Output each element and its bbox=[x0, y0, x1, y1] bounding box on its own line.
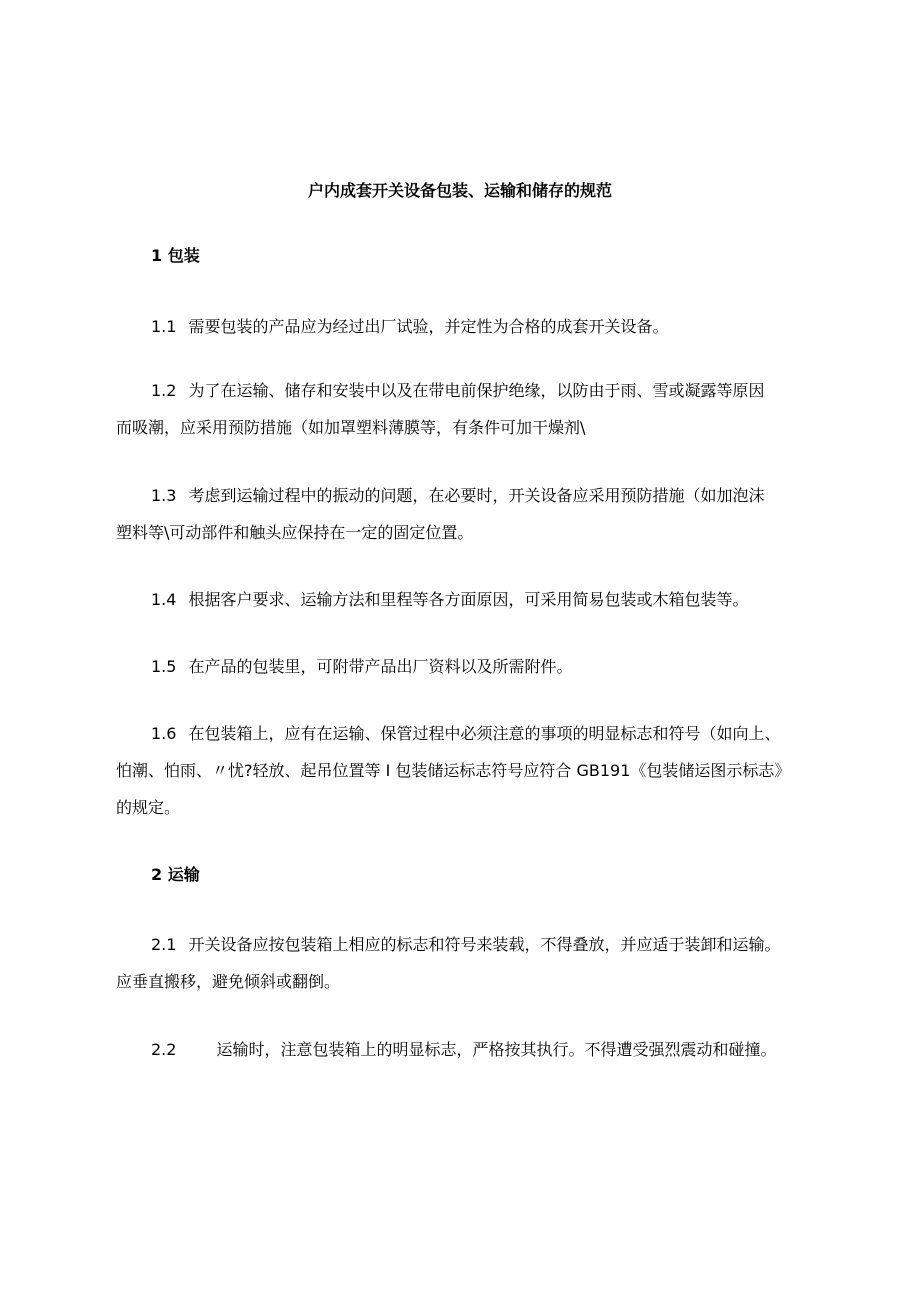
paragraph-number: 1.3 bbox=[151, 486, 177, 505]
paragraph-text: 根据客户要求、运输方法和里程等各方面原因，可采用简易包装或木箱包装等。 bbox=[188, 590, 749, 609]
paragraph-line bbox=[116, 1031, 820, 1068]
paragraph-text: 运输时，注意包装箱上的明显标志，严格按其执行。不得遭受强烈震动和碰撞。 bbox=[216, 1040, 777, 1059]
paragraph-text: 需要包装的产品应为经过出厂试验，并定性为合格的成套开关设备。 bbox=[188, 317, 669, 336]
paragraph-line: 怕潮、怕雨、〃忧?轻放、起吊位置等 I 包装储运标志符号应符合 GB191《包装储运图示标志》 bbox=[116, 761, 791, 780]
paragraph-line bbox=[116, 926, 820, 963]
paragraph-line: 应垂直搬移，避免倾斜或翻倒。 bbox=[116, 972, 341, 991]
paragraph-text: 在包装箱上，应有在运输、保管过程中必须注意的事项的明显标志和符号（如向上、 bbox=[188, 724, 781, 743]
paragraph-1-1 bbox=[116, 308, 820, 345]
section-heading-packaging: 1 包装 bbox=[151, 246, 200, 265]
paragraph-number: 2.1 bbox=[151, 935, 177, 954]
paragraph-text: 为了在运输、储存和安装中以及在带电前保护绝缘，以防由于雨、雪或凝露等原因 bbox=[188, 381, 765, 400]
paragraph-2-1 bbox=[116, 926, 820, 1000]
paragraph-1-2 bbox=[116, 372, 820, 446]
paragraph-1-6 bbox=[116, 715, 820, 826]
paragraph-line: 而吸潮，应采用预防措施（如加罩塑料薄膜等，有条件可加干燥剂\ bbox=[116, 418, 586, 437]
paragraph-number: 1.1 bbox=[151, 317, 177, 336]
paragraph-line bbox=[116, 477, 820, 514]
paragraph-1-5 bbox=[116, 648, 820, 685]
paragraph-number: 1.5 bbox=[151, 657, 177, 676]
paragraph-line bbox=[116, 308, 820, 345]
paragraph-1-4 bbox=[116, 581, 820, 618]
paragraph-text: 在产品的包装里，可附带产品出厂资料以及所需附件。 bbox=[188, 657, 573, 676]
paragraph-line bbox=[116, 372, 820, 409]
paragraph-line bbox=[116, 581, 820, 618]
document-title: 户内成套开关设备包装、运输和储存的规范 bbox=[307, 181, 612, 200]
paragraph-line: 塑料等\可动部件和触头应保持在一定的固定位置。 bbox=[116, 523, 474, 542]
paragraph-line bbox=[116, 648, 820, 685]
paragraph-number: 1.4 bbox=[151, 590, 177, 609]
paragraph-number: 1.2 bbox=[151, 381, 177, 400]
section-heading-transport: 2 运输 bbox=[151, 865, 200, 884]
paragraph-2-2 bbox=[116, 1031, 820, 1068]
paragraph-number: 2.2 bbox=[151, 1040, 177, 1059]
paragraph-line: 的规定。 bbox=[116, 798, 181, 817]
paragraph-text: 考虑到运输过程中的振动的问题，在必要时，开关设备应采用预防措施（如加泡沫 bbox=[188, 486, 765, 505]
paragraph-number: 1.6 bbox=[151, 724, 177, 743]
paragraph-1-3 bbox=[116, 477, 820, 551]
paragraph-line bbox=[116, 715, 820, 752]
paragraph-text: 开关设备应按包装箱上相应的标志和符号来装载，不得叠放，并应适于装卸和运输。 bbox=[188, 935, 781, 954]
